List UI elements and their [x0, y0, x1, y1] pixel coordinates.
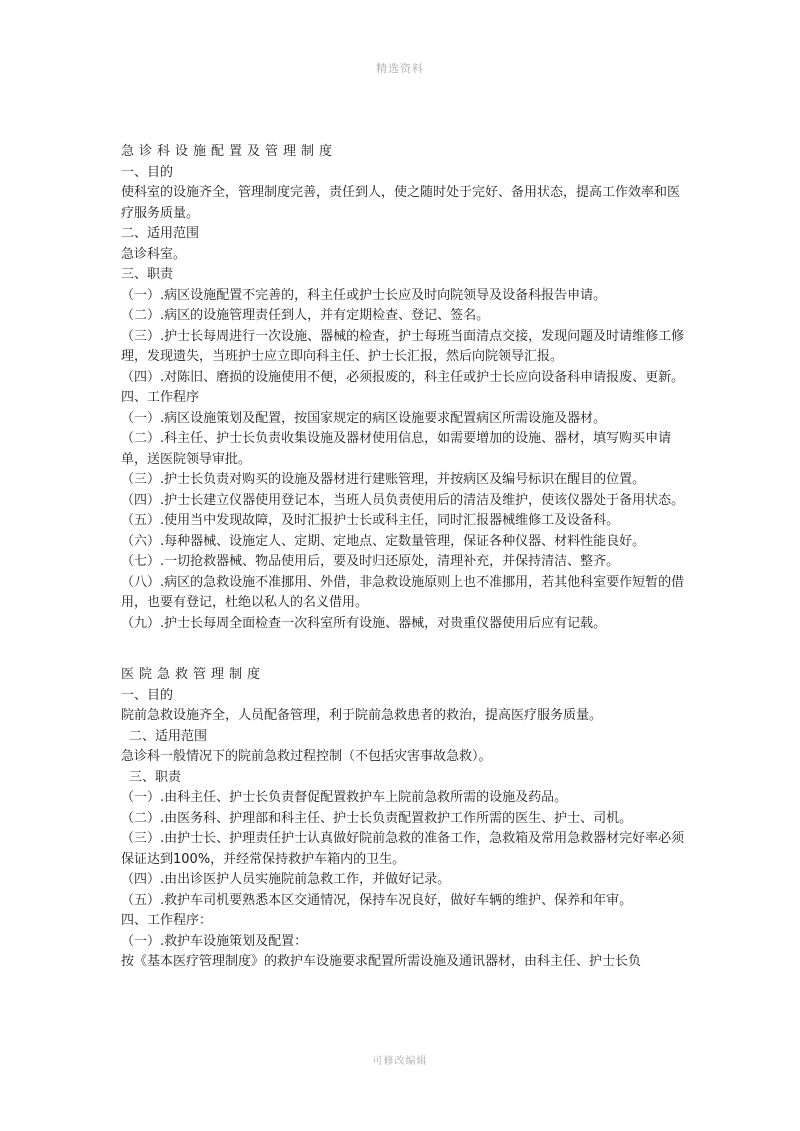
section1-item: （七）.一切抢救器械、物品使用后，要及时归还原处，清理补充，并保持清洁、整齐。	[121, 554, 620, 569]
section1-item: （四）.护士长建立仪器使用登记本，当班人员负责使用后的清洁及维护，使该仪器处于备用状态。	[121, 492, 685, 508]
section1-heading-duties: 三、职责	[121, 267, 174, 282]
section1-item: （九）.护士长每周全面检查一次科室所有设施、器械，对贵重仪器使用后应有记载。	[121, 615, 607, 631]
section-spacer	[121, 634, 689, 665]
document-body	[121, 142, 689, 973]
section1-item: （五）.使用当中发现故障，及时汇报护士长或科主任，同时汇报器械维修工及设备科。	[121, 513, 620, 528]
section2-item: （四）.由出诊医护人员实施院前急救工作，并做好记录。	[121, 872, 451, 887]
section2-title: 医院急救管理制度	[121, 667, 266, 682]
section2-item: （三）.由护士长、护理责任护士认真做好院前急救的准备工作，急救箱及常用急救器材完好率必须保证达到100%，并经常保持救护车箱内的卫生。	[121, 831, 685, 867]
section1-item: （三）.护士长每周进行一次设施、器械的检查，护士每班当面清点交接，发现问题及时请维修工修理，发现遗失，当班护士应立即向科主任、护士长汇报，然后向院领导汇报。	[121, 328, 685, 364]
section2-item: （一）.由科主任、护士长负责督促配置救护车上院前急救所需的设施及药品。	[121, 790, 568, 805]
section2-paragraph: 急诊科一般情况下的院前急救过程控制（不包括灾害事故急救）。	[121, 749, 492, 764]
section2-paragraph: 按《基本医疗管理制度》的救护车设施要求配置所需设施及通讯器材，由科主任、护士长负	[121, 954, 642, 969]
section1-item: （一）.病区设施策划及配置，按国家规定的病区设施要求配置病区所需设施及器材。	[121, 410, 607, 426]
section2-heading-procedure: 四、工作程序：	[121, 913, 213, 928]
section2-item: （一）.救护车设施策划及配置：	[121, 933, 308, 949]
page-header: 精选资料	[376, 62, 424, 75]
section2-item: （二）.由医务科、护理部和科主任、护士长负责配置救护工作所需的医生、护士、司机。	[121, 810, 633, 826]
section2-paragraph: 院前急救设施齐全，人员配备管理，利于院前急救患者的救治，提高医疗服务质量。	[121, 708, 603, 723]
section1-item: （八）.病区的急救设施不准挪用、外借，非急救设施原则上也不准挪用，若其他科室要作短暂的借用，也要有登记，杜绝以私人的名义借用。	[121, 574, 685, 610]
section2-heading-scope: 二、适用范围	[129, 728, 208, 744]
section1-item: （三）.护士长负责对购买的设施及器材进行建账管理，并按病区及编号标识在醒目的位置。	[121, 472, 646, 487]
section1-item: （一）.病区设施配置不完善的，科主任或护士长应及时向院领导及设备科报告申请。	[121, 287, 607, 303]
section1-paragraph: 急诊科室。	[121, 246, 187, 262]
section1-heading-scope: 二、适用范围	[121, 226, 200, 241]
section1-item: （二）.病区的设施管理责任到人，并有定期检查、登记、签名。	[121, 308, 490, 323]
section2-heading-purpose: 一、目的	[121, 687, 174, 703]
section2-heading-duties: 三、职责	[129, 769, 182, 785]
section1-item: （四）.对陈旧、磨损的设施使用不便，必须报废的，科主任或护士长应向设备科申请报废、更新。	[121, 369, 685, 385]
section1-item: （六）.每种器械、设施定人、定期、定地点、定数量管理，保证各种仪器、材料性能良好。	[121, 533, 646, 549]
page-footer: 可修改编辑	[372, 1056, 428, 1067]
section1-title: 急诊科设施配置及管理制度	[121, 144, 338, 159]
section1-heading-purpose: 一、目的	[121, 164, 174, 180]
section2-item: （五）.救护车司机要熟悉本区交通情况，保持车况良好，做好车辆的维护、保养和年审。	[121, 892, 633, 908]
section1-paragraph: 使科室的设施齐全，管理制度完善，责任到人，使之随时处于完好、备用状态，提高工作效率和医疗服务质量。	[121, 185, 681, 221]
section1-heading-procedure: 四、工作程序	[121, 390, 200, 405]
section1-item: （二）.科主任、护士长负责收集设施及器材使用信息，如需要增加的设施、器材，填写购买申请单，送医院领导审批。	[121, 431, 672, 467]
